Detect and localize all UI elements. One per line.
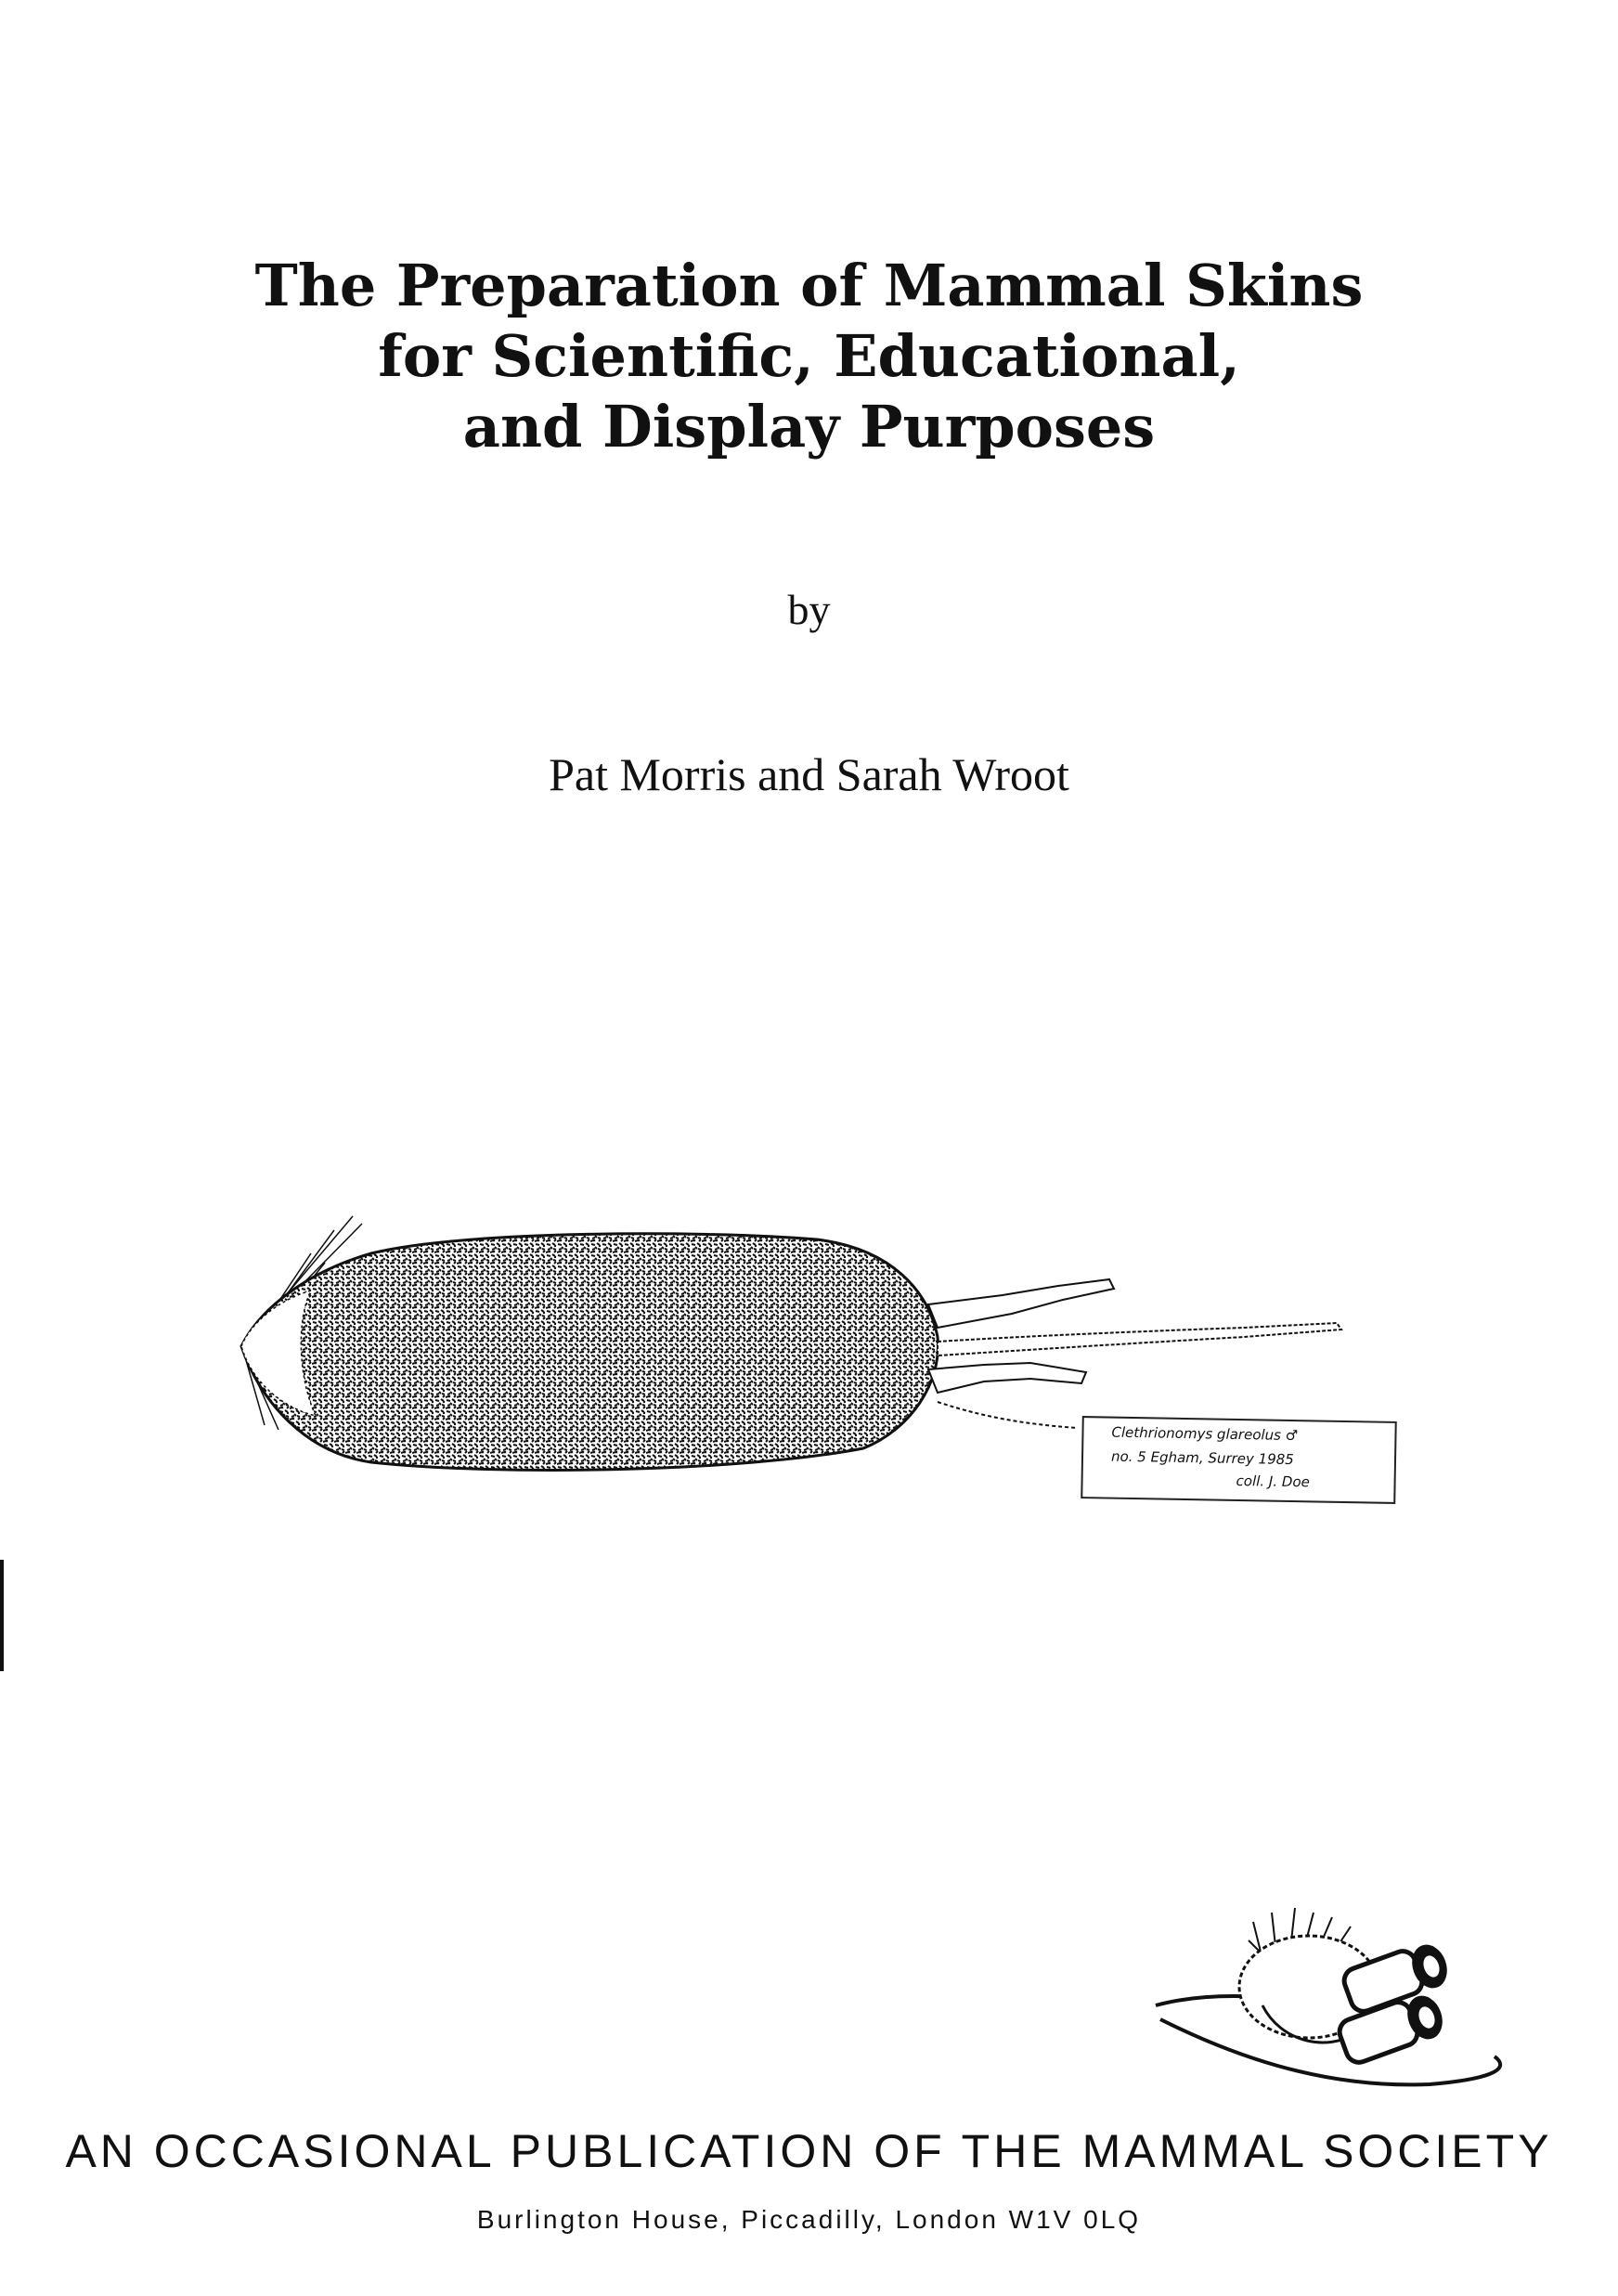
specimen-label-card [1081,1416,1397,1504]
title-line-1: The Preparation of Mammal Skins [254,252,1364,319]
specimen-label-collector: coll. J. Doe [1236,1472,1310,1491]
document-title [0,251,1618,462]
byline: by [787,586,831,633]
title-line-2: for Scientific, Educational, [378,322,1240,390]
specimen-label-locality: no. 5 Egham, Surrey 1985 [1110,1447,1294,1469]
scan-edge-mark [0,1560,4,1671]
authors: Pat Morris and Sarah Wroot [549,748,1069,800]
mammal-society-logo [1151,1903,1560,2135]
specimen-label-species: Clethrionomys glareolus ♂ [1111,1423,1299,1445]
title-line-3: and Display Purposes [462,393,1156,460]
publisher-line: AN OCCASIONAL PUBLICATION OF THE MAMMAL SOCIETY [65,2125,1553,2177]
publisher-address: Burlington House, Piccadilly, London W1V 0LQ [476,2205,1142,2234]
